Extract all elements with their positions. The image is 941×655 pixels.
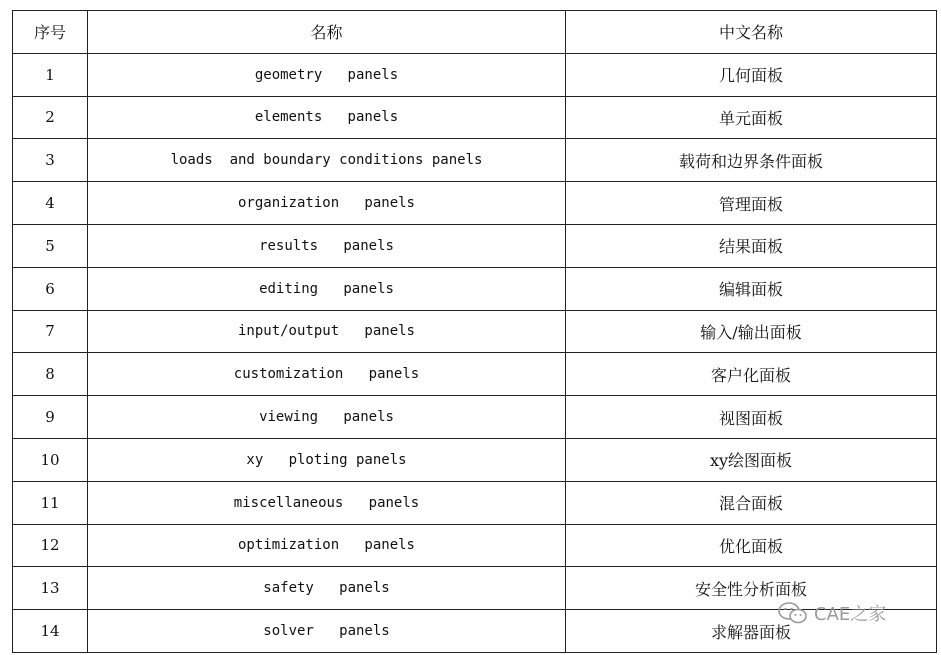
header-name: 名称 (88, 11, 566, 54)
row-chinese-name: 求解器面板 (566, 610, 937, 653)
row-number: 12 (13, 524, 88, 567)
row-number: 8 (13, 353, 88, 396)
row-number: 13 (13, 567, 88, 610)
row-name: loads and boundary conditions panels (88, 139, 566, 182)
table-row (13, 96, 937, 139)
row-name: optimization panels (88, 524, 566, 567)
row-chinese-name: 混合面板 (566, 481, 937, 524)
table-row (13, 139, 937, 182)
table-row (13, 438, 937, 481)
row-chinese-name: 客户化面板 (566, 353, 937, 396)
table-row (13, 267, 937, 310)
row-name: editing panels (88, 267, 566, 310)
table-row (13, 182, 937, 225)
table-row (13, 481, 937, 524)
row-chinese-name: 输入/输出面板 (566, 310, 937, 353)
row-chinese-name: 管理面板 (566, 182, 937, 225)
row-number: 2 (13, 96, 88, 139)
row-number: 7 (13, 310, 88, 353)
watermark-text: CAE之家 (814, 604, 887, 625)
table-row (13, 524, 937, 567)
row-chinese-name: 安全性分析面板 (566, 567, 937, 610)
row-number: 1 (13, 53, 88, 96)
row-chinese-name: 视图面板 (566, 396, 937, 439)
row-number: 3 (13, 139, 88, 182)
row-number: 6 (13, 267, 88, 310)
row-chinese-name: 优化面板 (566, 524, 937, 567)
table-row (13, 310, 937, 353)
row-number: 11 (13, 481, 88, 524)
row-number: 4 (13, 182, 88, 225)
row-name: elements panels (88, 96, 566, 139)
row-name: safety panels (88, 567, 566, 610)
table-row (13, 353, 937, 396)
row-name: solver panels (88, 610, 566, 653)
row-name: miscellaneous panels (88, 481, 566, 524)
row-number: 5 (13, 224, 88, 267)
row-name: input/output panels (88, 310, 566, 353)
table-row (13, 53, 937, 96)
header-number: 序号 (13, 11, 88, 54)
row-name: viewing panels (88, 396, 566, 439)
row-name: customization panels (88, 353, 566, 396)
wechat-icon (778, 601, 808, 625)
row-number: 14 (13, 610, 88, 653)
header-chinese-name: 中文名称 (566, 11, 937, 54)
row-chinese-name: 编辑面板 (566, 267, 937, 310)
watermark (778, 600, 886, 626)
row-name: results panels (88, 224, 566, 267)
row-name: xy ploting panels (88, 438, 566, 481)
row-chinese-name: 单元面板 (566, 96, 937, 139)
row-chinese-name: xy绘图面板 (566, 438, 937, 481)
row-chinese-name: 结果面板 (566, 224, 937, 267)
row-name: organization panels (88, 182, 566, 225)
table-row (13, 396, 937, 439)
row-chinese-name: 载荷和边界条件面板 (566, 139, 937, 182)
row-name: geometry panels (88, 53, 566, 96)
panels-table (12, 10, 937, 653)
row-number: 9 (13, 396, 88, 439)
row-number: 10 (13, 438, 88, 481)
header-row (13, 11, 937, 54)
row-chinese-name: 几何面板 (566, 53, 937, 96)
table-row (13, 224, 937, 267)
